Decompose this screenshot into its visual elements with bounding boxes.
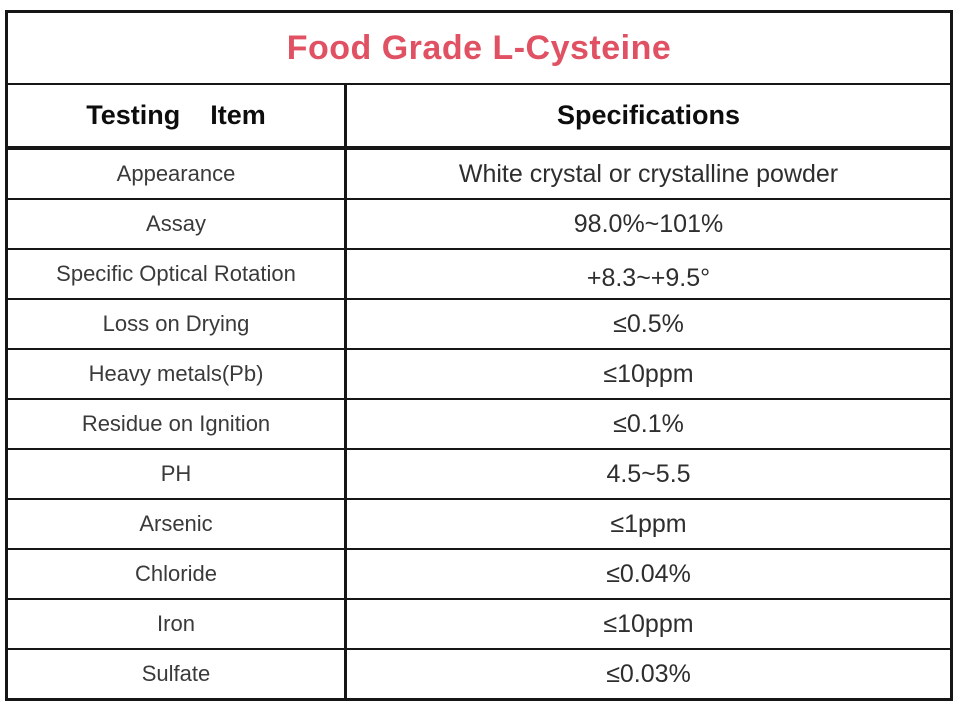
specification-cell: +8.3~+9.5° — [586, 264, 711, 292]
specification-cell: ≤10ppm — [603, 359, 694, 388]
table-row — [8, 250, 950, 300]
testing-item-cell: Chloride — [8, 550, 347, 598]
table-row — [8, 450, 950, 500]
testing-item-cell: PH — [8, 450, 347, 498]
table-row — [8, 650, 950, 698]
table-row — [8, 550, 950, 600]
column-header-specifications: Specifications — [556, 100, 741, 130]
specification-cell: ≤0.1% — [613, 409, 684, 438]
testing-item-cell: Assay — [8, 200, 347, 248]
title-row — [8, 13, 950, 85]
specification-cell: ≤0.5% — [613, 309, 684, 338]
table-header-row — [8, 85, 950, 150]
spec-table — [5, 10, 953, 701]
specification-cell: ≤1ppm — [610, 509, 687, 538]
testing-item-cell: Specific Optical Rotation — [8, 250, 347, 298]
column-header-testing-item: Testing Item — [8, 85, 347, 146]
testing-item-cell: Loss on Drying — [8, 300, 347, 348]
specification-cell: 4.5~5.5 — [606, 459, 691, 488]
table-row — [8, 500, 950, 550]
testing-item-cell: Appearance — [8, 150, 347, 198]
page-title: Food Grade L-Cysteine — [286, 28, 672, 67]
table-row — [8, 200, 950, 250]
table-row — [8, 400, 950, 450]
table-body — [8, 150, 950, 698]
specification-cell: 98.0%~101% — [573, 209, 724, 238]
specification-cell: White crystal or crystalline powder — [458, 159, 839, 188]
specification-cell: ≤10ppm — [603, 609, 694, 638]
testing-item-cell: Iron — [8, 600, 347, 648]
specification-cell: ≤0.03% — [606, 659, 691, 688]
table-row — [8, 300, 950, 350]
testing-item-cell: Sulfate — [8, 650, 347, 698]
table-row — [8, 150, 950, 200]
table-row — [8, 350, 950, 400]
table-row — [8, 600, 950, 650]
testing-item-cell: Residue on Ignition — [8, 400, 347, 448]
specification-cell: ≤0.04% — [606, 559, 691, 588]
testing-item-cell: Heavy metals(Pb) — [8, 350, 347, 398]
testing-item-cell: Arsenic — [8, 500, 347, 548]
